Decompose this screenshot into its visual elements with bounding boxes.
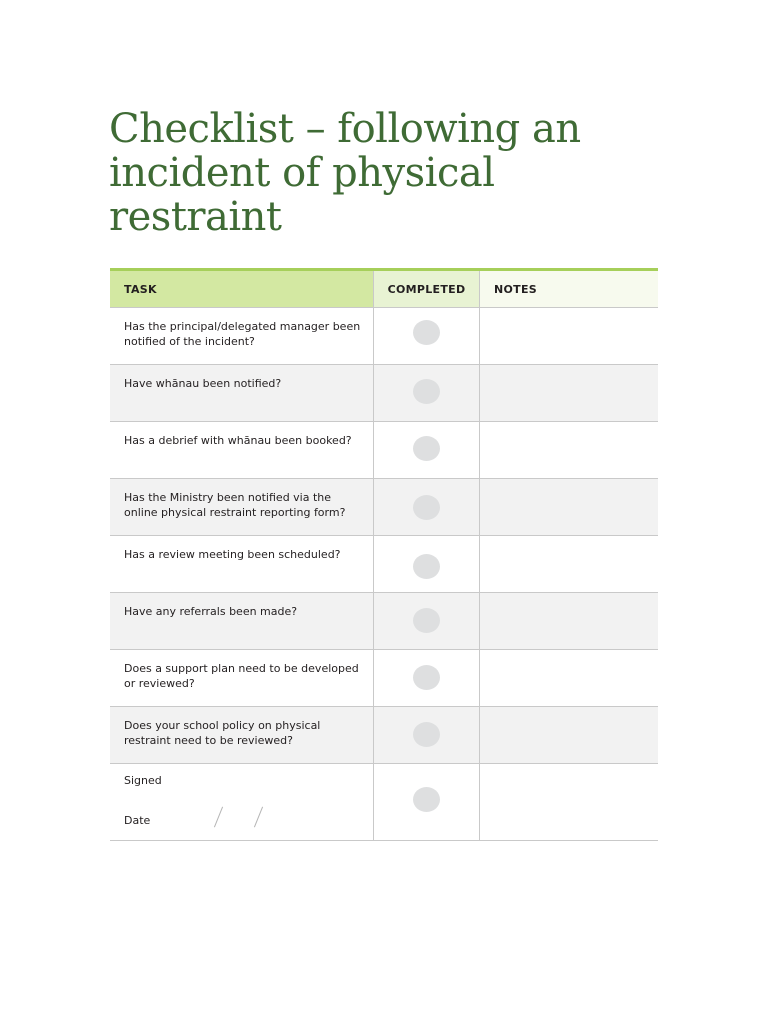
table-row [110, 650, 658, 707]
completed-checkbox[interactable] [413, 722, 440, 747]
signoff-row [110, 764, 658, 841]
completed-checkbox[interactable] [413, 320, 440, 345]
completed-checkbox[interactable] [413, 554, 440, 579]
task-text: Does your school policy on physical restraint need to be reviewed? [110, 707, 373, 763]
table-row [110, 536, 658, 593]
completed-cell [373, 707, 479, 763]
task-text: Have any referrals been made? [110, 593, 373, 649]
completed-checkbox[interactable] [413, 436, 440, 461]
notes-cell[interactable] [479, 365, 658, 421]
notes-cell[interactable] [479, 479, 658, 535]
completed-cell [373, 479, 479, 535]
task-text: Has a review meeting been scheduled? [124, 548, 341, 561]
completed-cell [373, 308, 479, 364]
completed-cell [373, 365, 479, 421]
table-row [110, 308, 658, 365]
completed-cell [373, 536, 479, 592]
completed-cell [373, 764, 479, 840]
completed-checkbox[interactable] [413, 665, 440, 690]
notes-cell[interactable] [479, 593, 658, 649]
checklist-table [110, 268, 658, 841]
signed-label: Signed [124, 774, 162, 787]
notes-cell[interactable] [479, 308, 658, 364]
date-separator [254, 807, 263, 828]
signoff-cell [110, 764, 373, 840]
header-completed: COMPLETED [373, 271, 479, 307]
notes-cell[interactable] [479, 650, 658, 706]
table-row [110, 422, 658, 479]
header-task: TASK [110, 271, 373, 307]
task-text: Has the Ministry been notified via the online physical restraint reporting form? [110, 479, 373, 535]
table-row [110, 707, 658, 764]
date-separator [214, 807, 223, 828]
completed-checkbox[interactable] [413, 787, 440, 812]
table-header-row [110, 271, 658, 308]
completed-cell [373, 593, 479, 649]
completed-cell [373, 650, 479, 706]
task-text: Have whānau been notified? [110, 365, 373, 421]
task-text: Does a support plan need to be developed or reviewed? [124, 662, 359, 690]
notes-cell[interactable] [479, 422, 658, 478]
page-title: Checklist – following an incident of physical restraint [109, 106, 581, 240]
completed-checkbox[interactable] [413, 608, 440, 633]
table-row [110, 593, 658, 650]
completed-checkbox[interactable] [413, 495, 440, 520]
table-row [110, 479, 658, 536]
notes-cell[interactable] [479, 707, 658, 763]
header-notes: NOTES [479, 271, 658, 307]
table-row [110, 365, 658, 422]
task-text: Has the principal/delegated manager been notified of the incident? [124, 320, 361, 348]
completed-checkbox[interactable] [413, 379, 440, 404]
date-label: Date [124, 814, 151, 827]
completed-cell [373, 422, 479, 478]
task-text: Has a debrief with whānau been booked? [124, 434, 352, 447]
notes-cell[interactable] [479, 764, 658, 840]
notes-cell[interactable] [479, 536, 658, 592]
